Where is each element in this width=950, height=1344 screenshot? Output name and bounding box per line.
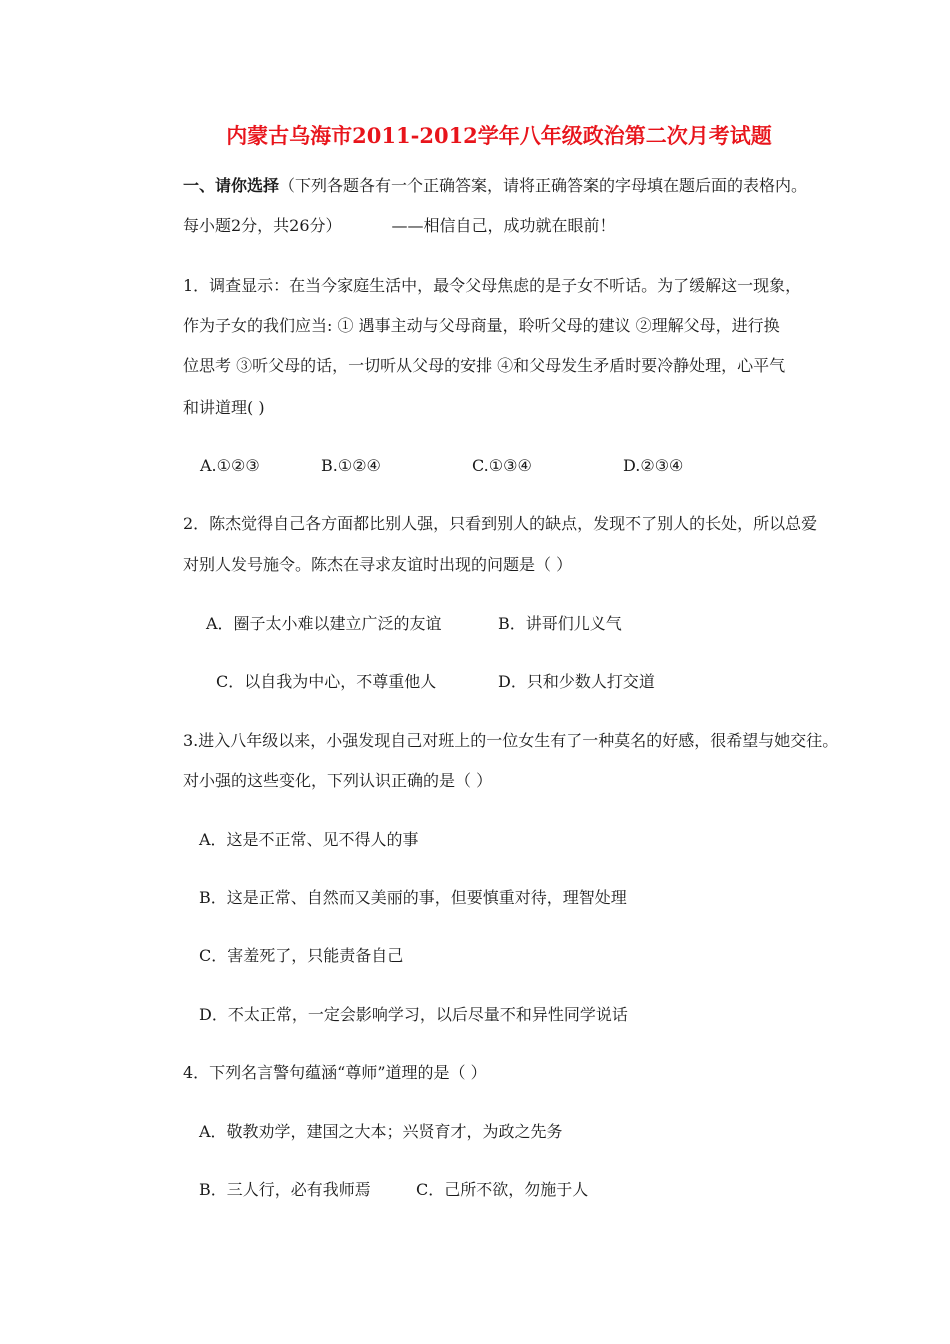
question-2-line-2: 对别人发号施令。陈杰在寻求友谊时出现的问题是（ ） [183, 555, 573, 574]
question-4-option-b: B．三人行，必有我师焉 [199, 1180, 371, 1199]
question-2-option-a: A．圈子太小难以建立广泛的友谊 [206, 614, 442, 633]
question-1-option-c: C.①③④ [472, 456, 532, 475]
section-heading: 一、请你选择 [183, 176, 280, 195]
question-2-line-1: 2．陈杰觉得自己各方面都比别人强，只看到别人的缺点，发现不了别人的长处，所以总爱 [183, 514, 818, 533]
question-2-option-d: D．只和少数人打交道 [498, 672, 655, 691]
question-2-option-b: B．讲哥们儿义气 [498, 614, 622, 633]
section-instructions-line-1 [183, 176, 807, 196]
question-1-line-4: 和讲道理( ) [183, 398, 265, 417]
question-3-option-a: A．这是不正常、见不得人的事 [199, 830, 419, 849]
section-instructions: （下列各题各有一个正确答案，请将正确答案的字母填在题后面的表格内。 [279, 176, 808, 195]
question-4-line-1: 4．下列名言警句蕴涵“尊师”道理的是（ ） [183, 1063, 487, 1082]
question-1-line-2: 作为子女的我们应当: ① 遇事主动与父母商量，聆听父母的建议 ②理解父母，进行换 [183, 316, 780, 335]
page-title: 内蒙古乌海市2011-2012学年八年级政治第二次月考试题 [226, 123, 772, 148]
question-2-option-c: C．以自我为中心，不尊重他人 [216, 672, 437, 691]
section-scoring: 每小题2分，共26分） [183, 216, 342, 235]
question-1-option-a: A.①②③ [200, 456, 260, 475]
question-1-option-d: D.②③④ [623, 456, 684, 475]
question-1-line-1: 1．调查显示：在当今家庭生活中，最令父母焦虑的是子女不听话。为了缓解这一现象， [183, 276, 802, 295]
section-instructions-line-2 [183, 216, 616, 236]
question-4-option-a: A．敬教劝学，建国之大本；兴贤育才，为政之先务 [199, 1122, 563, 1141]
question-3-line-1: 3.进入八年级以来，小强发现自己对班上的一位女生有了一种莫名的好感，很希望与她交往。 [183, 731, 839, 750]
question-3-option-c: C．害羞死了，只能责备自己 [199, 946, 404, 965]
question-1-line-3: 位思考 ③听父母的话，一切听从父母的安排 ④和父母发生矛盾时要冷静处理，心平气 [183, 356, 786, 375]
question-3-option-b: B．这是正常、自然而又美丽的事，但要慎重对待，理智处理 [199, 888, 627, 907]
question-3-option-d: D．不太正常，一定会影响学习，以后尽量不和异性同学说话 [199, 1005, 628, 1024]
question-4-option-c: C．己所不欲，勿施于人 [416, 1180, 589, 1199]
section-motto: ——相信自己，成功就在眼前！ [391, 216, 616, 235]
question-3-line-2: 对小强的这些变化，下列认识正确的是（ ） [183, 771, 493, 790]
question-1-option-b: B.①②④ [321, 456, 381, 475]
